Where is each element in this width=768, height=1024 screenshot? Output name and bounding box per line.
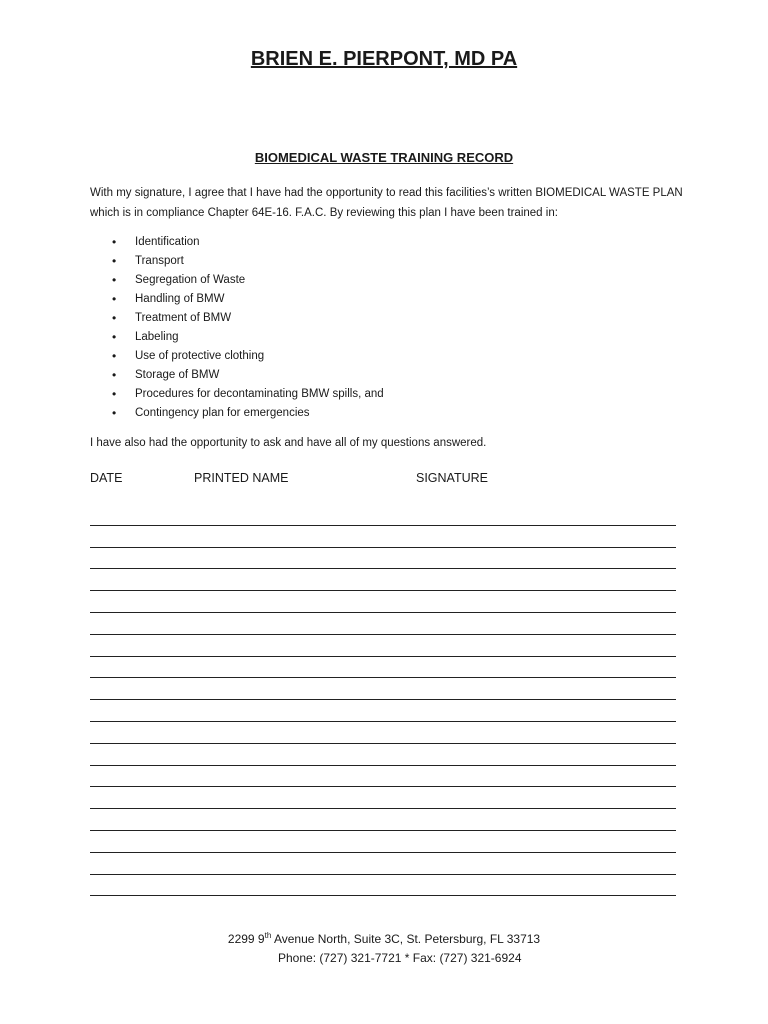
signature-line bbox=[90, 635, 676, 657]
signature-line bbox=[90, 853, 676, 875]
date-column-header: DATE bbox=[90, 471, 123, 485]
signature-line bbox=[90, 591, 676, 613]
signature-line bbox=[90, 526, 676, 548]
list-item: • Transport bbox=[90, 252, 384, 271]
signature-line bbox=[90, 809, 676, 831]
bullet-icon: • bbox=[112, 387, 117, 401]
signature-line bbox=[90, 766, 676, 788]
signature-line bbox=[90, 548, 676, 570]
signature-line bbox=[90, 722, 676, 744]
signature-line bbox=[90, 657, 676, 679]
closing-statement: I have also had the opportunity to ask and have all of my questions answered. bbox=[90, 437, 487, 449]
list-item: • Procedures for decontaminating BMW spills, and bbox=[90, 385, 384, 404]
list-item: • Segregation of Waste bbox=[90, 271, 384, 290]
signature-line bbox=[90, 831, 676, 853]
bullet-icon: • bbox=[112, 368, 117, 382]
training-topics-list bbox=[90, 233, 384, 423]
printed-name-column-header: PRINTED NAME bbox=[194, 471, 289, 485]
bullet-icon: • bbox=[112, 311, 117, 325]
signature-line bbox=[90, 613, 676, 635]
footer-contact: Phone: (727) 321-7721 * Fax: (727) 321-6924 bbox=[278, 951, 522, 965]
bullet-icon: • bbox=[112, 349, 117, 363]
intro-paragraph: With my signature, I agree that I have had the opportunity to read this facilities’s written BIOMEDICAL WASTE PLAN which is in compliance Chapter 64E-16. F.A.C. By reviewing this plan I have been trained in: bbox=[90, 187, 683, 219]
list-item: • Storage of BMW bbox=[90, 366, 384, 385]
list-item: • Treatment of BMW bbox=[90, 309, 384, 328]
bullet-icon: • bbox=[112, 292, 117, 306]
form-title: BIOMEDICAL WASTE TRAINING RECORD bbox=[254, 150, 514, 165]
bullet-icon: • bbox=[112, 406, 117, 420]
signature-lines bbox=[90, 504, 676, 896]
signature-line bbox=[90, 504, 676, 526]
signature-line bbox=[90, 875, 676, 897]
signature-line bbox=[90, 787, 676, 809]
list-item: • Identification bbox=[90, 233, 384, 252]
signature-line bbox=[90, 744, 676, 766]
practice-name: BRIEN E. PIERPONT, MD PA bbox=[250, 48, 518, 70]
bullet-icon: • bbox=[112, 235, 117, 249]
bullet-icon: • bbox=[112, 273, 117, 287]
footer-address: 2299 9th Avenue North, Suite 3C, St. Petersburg, FL 33713 bbox=[227, 931, 541, 946]
signature-column-header: SIGNATURE bbox=[416, 471, 488, 485]
list-item: • Use of protective clothing bbox=[90, 347, 384, 366]
list-item: • Contingency plan for emergencies bbox=[90, 404, 384, 423]
list-item: • Labeling bbox=[90, 328, 384, 347]
signature-line bbox=[90, 700, 676, 722]
bullet-icon: • bbox=[112, 254, 117, 268]
signature-line bbox=[90, 569, 676, 591]
signature-line bbox=[90, 678, 676, 700]
list-item: • Handling of BMW bbox=[90, 290, 384, 309]
bullet-icon: • bbox=[112, 330, 117, 344]
